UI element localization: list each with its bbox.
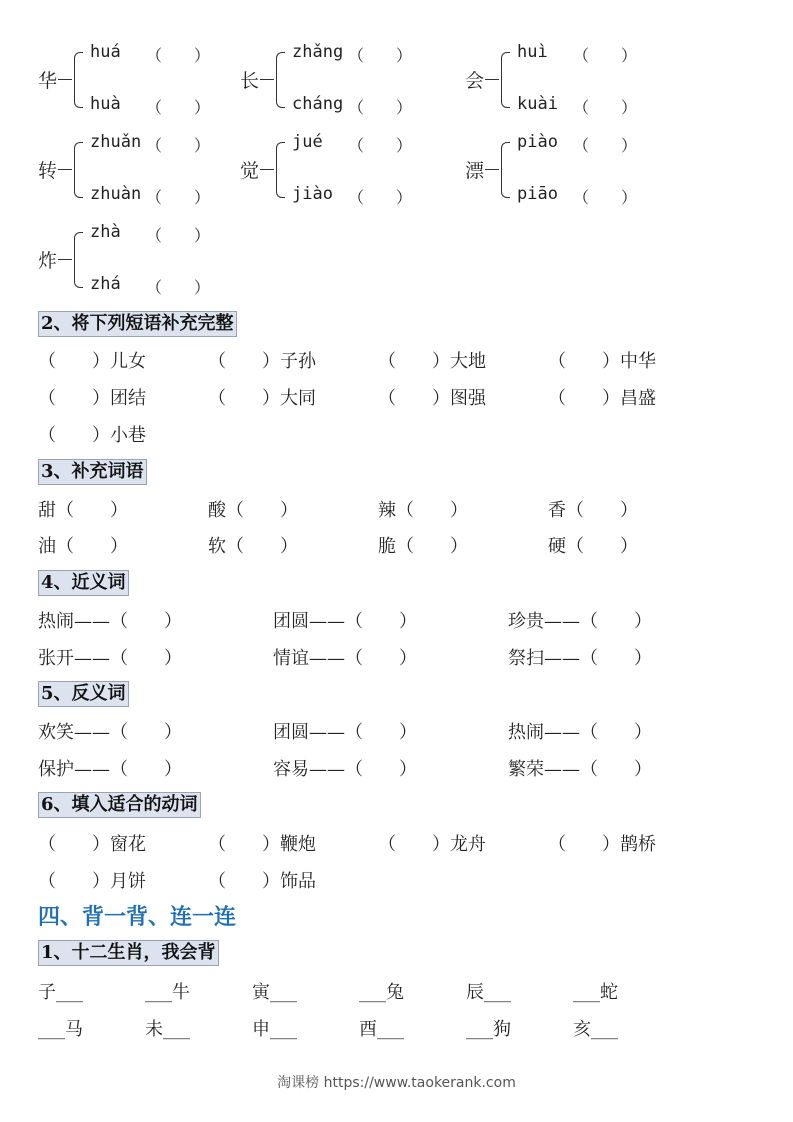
- synonym-item[interactable]: 祭扫——（ ）: [508, 648, 652, 669]
- pinyin-reading: huá: [90, 42, 121, 62]
- pinyin-reading: zhǎng: [292, 42, 344, 62]
- brace-tip: [485, 79, 499, 80]
- brace: [501, 52, 510, 108]
- brace-tip: [58, 259, 72, 260]
- zodiac-section-title: 1、十二生肖，我会背: [38, 940, 219, 966]
- pinyin-reading: jué: [292, 132, 323, 152]
- pinyin-reading: huì: [517, 42, 548, 62]
- polyphone-group: [240, 130, 440, 210]
- answer-blank[interactable]: （ ）: [573, 136, 638, 155]
- part-4-title: 四、背一背、连一连: [38, 904, 237, 930]
- polyphone-char: 觉: [240, 160, 260, 182]
- pinyin-reading: huà: [90, 94, 121, 114]
- brace-tip: [260, 169, 274, 170]
- pinyin-reading: piāo: [517, 184, 558, 204]
- polyphone-group: [465, 130, 665, 210]
- verb-item[interactable]: （ ）窗花: [38, 834, 146, 855]
- zodiac-item[interactable]: 申___: [252, 1019, 297, 1040]
- pinyin-reading: cháng: [292, 94, 344, 114]
- answer-blank[interactable]: （ ）: [348, 98, 413, 117]
- phrase-item[interactable]: （ ）儿女: [38, 351, 146, 372]
- polyphone-char: 长: [240, 70, 260, 92]
- phrase-item[interactable]: （ ）子孙: [208, 351, 316, 372]
- polyphone-group: [38, 220, 238, 300]
- polyphone-char: 炸: [38, 250, 58, 272]
- pinyin-reading: piào: [517, 132, 558, 152]
- answer-blank[interactable]: （ ）: [146, 136, 211, 155]
- verb-item[interactable]: （ ）鹊桥: [548, 834, 656, 855]
- verb-item[interactable]: （ ）龙舟: [378, 834, 486, 855]
- antonym-item[interactable]: 欢笑——（ ）: [38, 722, 182, 743]
- antonym-item[interactable]: 繁荣——（ ）: [508, 759, 652, 780]
- verb-item[interactable]: （ ）月饼: [38, 871, 146, 892]
- polyphone-char: 转: [38, 160, 58, 182]
- polyphone-char: 会: [465, 70, 485, 92]
- zodiac-item[interactable]: ___兔: [359, 982, 404, 1003]
- antonym-item[interactable]: 保护——（ ）: [38, 759, 182, 780]
- zodiac-item[interactable]: ___狗: [466, 1019, 511, 1040]
- word-item[interactable]: 油（ ）: [38, 536, 128, 557]
- page-footer: 淘课榜 https://www.taokerank.com: [277, 1075, 516, 1091]
- polyphone-group: [240, 40, 440, 120]
- answer-blank[interactable]: （ ）: [348, 46, 413, 65]
- answer-blank[interactable]: （ ）: [146, 46, 211, 65]
- answer-blank[interactable]: （ ）: [573, 46, 638, 65]
- section-6-title: 6、填入适合的动词: [38, 792, 201, 818]
- word-item[interactable]: 脆（ ）: [378, 536, 468, 557]
- answer-blank[interactable]: （ ）: [348, 136, 413, 155]
- brace: [276, 52, 285, 108]
- zodiac-item[interactable]: ___牛: [145, 982, 190, 1003]
- zodiac-item[interactable]: ___蛇: [573, 982, 618, 1003]
- polyphone-group: [38, 40, 238, 120]
- polyphone-char: 漂: [465, 160, 485, 182]
- word-item[interactable]: 甜（ ）: [38, 500, 128, 521]
- antonym-item[interactable]: 容易——（ ）: [273, 759, 417, 780]
- phrase-item[interactable]: （ ）大地: [378, 351, 486, 372]
- section-4-title: 4、近义词: [38, 570, 129, 596]
- phrase-item[interactable]: （ ）昌盛: [548, 388, 656, 409]
- pinyin-reading: zhá: [90, 274, 121, 294]
- verb-item[interactable]: （ ）饰品: [208, 871, 316, 892]
- answer-blank[interactable]: （ ）: [146, 188, 211, 207]
- phrase-item[interactable]: （ ）大同: [208, 388, 316, 409]
- section-2-title: 2、将下列短语补充完整: [38, 311, 237, 337]
- zodiac-item[interactable]: 酉___: [359, 1019, 404, 1040]
- brace: [276, 142, 285, 198]
- synonym-item[interactable]: 张开——（ ）: [38, 648, 182, 669]
- synonym-item[interactable]: 珍贵——（ ）: [508, 611, 652, 632]
- phrase-item[interactable]: （ ）团结: [38, 388, 146, 409]
- answer-blank[interactable]: （ ）: [348, 188, 413, 207]
- answer-blank[interactable]: （ ）: [146, 278, 211, 297]
- word-item[interactable]: 辣（ ）: [378, 500, 468, 521]
- antonym-item[interactable]: 团圆——（ ）: [273, 722, 417, 743]
- zodiac-item[interactable]: 辰___: [466, 982, 511, 1003]
- synonym-item[interactable]: 情谊——（ ）: [273, 648, 417, 669]
- phrase-item[interactable]: （ ）图强: [378, 388, 486, 409]
- phrase-item[interactable]: （ ）中华: [548, 351, 656, 372]
- brace-tip: [58, 79, 72, 80]
- polyphone-group: [38, 130, 238, 210]
- zodiac-item[interactable]: 未___: [145, 1019, 190, 1040]
- zodiac-item[interactable]: ___马: [38, 1019, 83, 1040]
- word-item[interactable]: 酸（ ）: [208, 500, 298, 521]
- zodiac-item[interactable]: 亥___: [573, 1019, 618, 1040]
- word-item[interactable]: 软（ ）: [208, 536, 298, 557]
- pinyin-reading: jiào: [292, 184, 333, 204]
- verb-item[interactable]: （ ）鞭炮: [208, 834, 316, 855]
- answer-blank[interactable]: （ ）: [146, 98, 211, 117]
- synonym-item[interactable]: 团圆——（ ）: [273, 611, 417, 632]
- section-3-title: 3、补充词语: [38, 459, 147, 485]
- pinyin-reading: zhuǎn: [90, 132, 142, 152]
- brace: [74, 52, 83, 108]
- brace-tip: [260, 79, 274, 80]
- zodiac-item[interactable]: 寅___: [252, 982, 297, 1003]
- brace: [74, 232, 83, 288]
- polyphone-group: [465, 40, 665, 120]
- pinyin-reading: kuài: [517, 94, 558, 114]
- brace: [501, 142, 510, 198]
- synonym-item[interactable]: 热闹——（ ）: [38, 611, 182, 632]
- brace: [74, 142, 83, 198]
- brace-tip: [58, 169, 72, 170]
- answer-blank[interactable]: （ ）: [573, 98, 638, 117]
- word-item[interactable]: 硬（ ）: [548, 536, 638, 557]
- answer-blank[interactable]: （ ）: [146, 226, 211, 245]
- polyphone-char: 华: [38, 70, 58, 92]
- phrase-item[interactable]: （ ）小巷: [38, 425, 146, 446]
- word-item[interactable]: 香（ ）: [548, 500, 638, 521]
- brace-tip: [485, 169, 499, 170]
- answer-blank[interactable]: （ ）: [573, 188, 638, 207]
- section-5-title: 5、反义词: [38, 681, 129, 707]
- pinyin-reading: zhà: [90, 222, 121, 242]
- antonym-item[interactable]: 热闹——（ ）: [508, 722, 652, 743]
- zodiac-item[interactable]: 子___: [38, 982, 83, 1003]
- pinyin-reading: zhuàn: [90, 184, 142, 204]
